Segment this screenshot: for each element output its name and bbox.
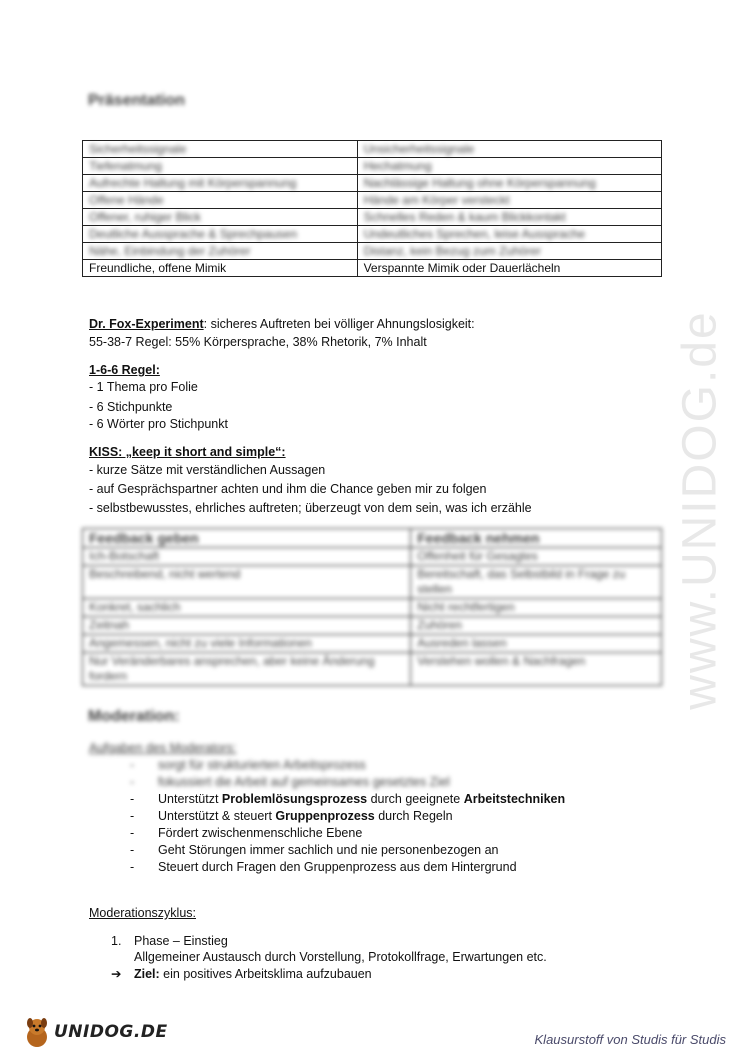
zyklus-desc: Allgemeiner Austausch durch Vorstellung, Protokollfrage, Erwartungen etc. bbox=[134, 950, 547, 964]
table-cell: Tiefenatmung bbox=[83, 158, 358, 175]
table-cell: Feedback geben bbox=[83, 529, 411, 548]
list-item: - sorgt für strukturierten Arbeitsprozess bbox=[130, 757, 565, 774]
logo-text: UNIDOG.DE bbox=[54, 1022, 168, 1042]
table-cell: Zuhören bbox=[411, 617, 662, 635]
table-row bbox=[83, 260, 662, 277]
feedback-table bbox=[82, 528, 662, 686]
table-cell: Schnelles Reden & kaum Blickkontakt bbox=[357, 209, 661, 226]
table-cell: Feedback nehmen bbox=[411, 529, 662, 548]
table-cell: Distanz, kein Bezug zum Zuhörer bbox=[357, 243, 661, 260]
list-item: - Unterstützt & steuert Gruppenprozess durch Regeln bbox=[130, 808, 565, 825]
table-cell: Nähe, Einbindung der Zuhörer bbox=[83, 243, 358, 260]
table-cell: Verstehen wollen & Nachfragen bbox=[411, 653, 662, 686]
table-cell: Undeutliches Sprechen, leise Aussprache bbox=[357, 226, 661, 243]
table-row bbox=[83, 635, 662, 653]
table-row bbox=[83, 243, 662, 260]
table-header-row bbox=[83, 141, 662, 158]
table-cell: Nur Veränderbares ansprechen, aber keine Änderung fordern bbox=[83, 653, 411, 686]
table-cell: Hechatmung bbox=[357, 158, 661, 175]
table-cell: Offener, ruhiger Blick bbox=[83, 209, 358, 226]
list-item: - fokussiert die Arbeit auf gemeinsames gesetztes Ziel bbox=[130, 774, 565, 791]
fox-text: : sicheres Auftreten bei völliger Ahnungslosigkeit: bbox=[203, 317, 475, 331]
regel166-title: 1-6-6 Regel: bbox=[89, 363, 160, 377]
table-cell: Zeitnah bbox=[83, 617, 411, 635]
section-heading-moderation: Moderation: bbox=[88, 708, 180, 725]
footer-tagline: Klausurstoff von Studis für Studis bbox=[534, 1032, 726, 1047]
list-item: - kurze Sätze mit verständlichen Aussagen bbox=[89, 463, 326, 477]
table-cell: Unsicherheitssignale bbox=[357, 141, 661, 158]
list-item: - Unterstützt Problemlösungsprozess durch geeignete Arbeitstechniken bbox=[130, 791, 565, 808]
section-heading-praesentation: Präsentation bbox=[88, 92, 185, 109]
table-cell: Ich-Botschaft bbox=[83, 548, 411, 566]
table-row bbox=[83, 653, 662, 686]
table-row bbox=[83, 158, 662, 175]
list-item: - 6 Stichpunkte bbox=[89, 400, 173, 414]
zyklus-phase: Phase – Einstieg bbox=[134, 934, 228, 948]
table-cell: Aufrechte Haltung mit Körperspannung bbox=[83, 175, 358, 192]
fox-title: Dr. Fox-Experiment bbox=[89, 317, 204, 331]
table-row bbox=[83, 599, 662, 617]
fox-rule: 55-38-7 Regel: 55% Körpersprache, 38% Rhetorik, 7% Inhalt bbox=[89, 335, 427, 349]
table-cell: Nachlässige Haltung ohne Körperspannung bbox=[357, 175, 661, 192]
signals-table bbox=[82, 140, 662, 277]
table-cell: Offenheit für Gesagtes bbox=[411, 548, 662, 566]
list-item: - Steuert durch Fragen den Gruppenprozess aus dem Hintergrund bbox=[130, 859, 565, 876]
zyklus-title: Moderationszyklus: bbox=[89, 906, 196, 920]
dog-mascot-icon bbox=[22, 1015, 52, 1049]
table-row bbox=[83, 548, 662, 566]
table-cell: Hände am Körper versteckt bbox=[357, 192, 661, 209]
kiss-title: KISS: „keep it short and simple“: bbox=[89, 445, 286, 459]
table-cell: Konkret, sachlich bbox=[83, 599, 411, 617]
table-row bbox=[83, 226, 662, 243]
table-cell: Offene Hände bbox=[83, 192, 358, 209]
table-cell: Deutliche Aussprache & Sprechpausen bbox=[83, 226, 358, 243]
list-item: - Geht Störungen immer sachlich und nie personenbezogen an bbox=[130, 842, 565, 859]
table-cell: Freundliche, offene Mimik bbox=[83, 260, 358, 277]
table-row bbox=[83, 175, 662, 192]
table-cell: Beschreibend, nicht wertend bbox=[83, 566, 411, 599]
fox-line bbox=[89, 316, 475, 333]
table-cell: Nicht rechtfertigen bbox=[411, 599, 662, 617]
list-item: - selbstbewusstes, ehrliches auftreten; überzeugt von dem sein, was ich erzähle bbox=[89, 501, 532, 515]
table-row bbox=[83, 209, 662, 226]
arrow-icon: ➔ bbox=[111, 967, 122, 981]
zyklus-number: 1. bbox=[111, 934, 122, 948]
table-cell: Verspannte Mimik oder Dauerlächeln bbox=[357, 260, 661, 277]
table-row bbox=[83, 192, 662, 209]
table-cell: Ausreden lassen bbox=[411, 635, 662, 653]
table-cell: Sicherheitssignale bbox=[83, 141, 358, 158]
moderation-subheading: Aufgaben des Moderators: bbox=[89, 741, 237, 755]
moderator-tasks-list bbox=[130, 757, 565, 876]
list-item: - 6 Wörter pro Stichpunkt bbox=[89, 417, 228, 431]
table-header-row bbox=[83, 529, 662, 548]
table-row bbox=[83, 566, 662, 599]
unidog-logo bbox=[22, 1015, 168, 1049]
list-item: - auf Gesprächspartner achten und ihm die Chance geben mir zu folgen bbox=[89, 482, 487, 496]
watermark: www.UNIDOG.de bbox=[673, 310, 727, 710]
table-cell: Angemessen, nicht zu viele Informationen bbox=[83, 635, 411, 653]
list-item: - Fördert zwischenmenschliche Ebene bbox=[130, 825, 565, 842]
table-cell: Bereitschaft, das Selbstbild in Frage zu stellen bbox=[411, 566, 662, 599]
table-row bbox=[83, 617, 662, 635]
list-item: - 1 Thema pro Folie bbox=[89, 380, 198, 394]
zyklus-ziel: Ziel: ein positives Arbeitsklima aufzubauen bbox=[134, 967, 372, 981]
